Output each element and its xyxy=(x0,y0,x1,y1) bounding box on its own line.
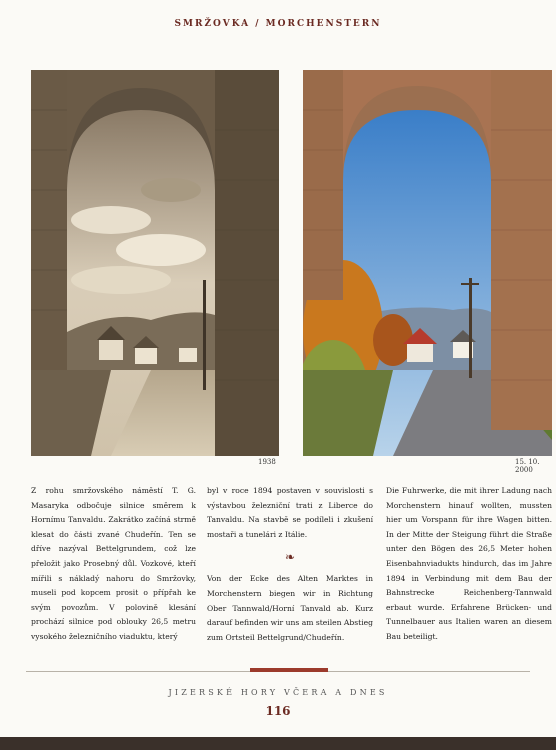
paragraph-czech: Z rohu smržovského náměstí T. G. Masaryka odbočuje silnice směrem k Hornímu Tanvaldu. Zakrátko začíná strmě klesat do části zvané Chudeřín. Ten se dříve nazýval Bettelgrundem, což lze přeložit jako Prosebný důl. Vozkové, kteří mířili s nákladý nahoru do Smržovky, museli pod kopcem prosit o přípřah ke svým povozům. V polovině klesání prochází silnice pod oblouky 26,5 metru vysokého železničního viaduktu, který xyxy=(31,486,196,641)
text-column-czech xyxy=(31,484,196,645)
color-viaduct-image xyxy=(303,70,552,456)
photo-2000 xyxy=(303,70,552,456)
ornament-divider: ❧ xyxy=(284,550,296,565)
footer-book-title: JIZERSKÉ HORY VČERA A DNES xyxy=(168,688,388,697)
text-column-middle xyxy=(207,484,373,645)
sepia-viaduct-image xyxy=(31,70,279,456)
text-column-german xyxy=(386,484,552,645)
page-number: 116 xyxy=(265,704,291,718)
photo-caption-right: 15. 10. 2000 xyxy=(515,458,540,474)
photo-caption-left: 1938 xyxy=(258,458,276,466)
paragraph-czech-continued: byl v roce 1894 postaven v souvislosti s výstavbou železniční trati z Liberce do Tanvaldu. Na stavbě se podíleli i zkušení mostaři a tunelári z Itálie. xyxy=(207,486,373,539)
paragraph-german: Von der Ecke des Alten Marktes in Morchenstern biegen wir in Richtung Ober Tannwald/Horní Tanvald ab. Kurz darauf befinden wir uns am steilen Abstieg zum Ortsteil Bettelgrund/Chudeřín. xyxy=(207,574,374,642)
footer-accent-bar xyxy=(250,668,328,672)
photo-1938 xyxy=(31,70,279,456)
page-bottom-edge xyxy=(0,737,556,750)
paragraph-german-continued: Die Fuhrwerke, die mit ihrer Ladung nach Morchenstern hinauf wollten, mussten hier um Vorspann für ihre Wagen bitten. In der Mitte der Steigung führt die Straße unter den Bögen des 26,5 Meter hohen Eisenbahnviadukts hindurch, das im Jahre 1894 in Verbindung mit dem Bau der Bahnstrecke Reichenberg-Tannwald erbaut wurde. Erfahrene Brücken- und Tunnelbauer aus Italien waren an diesem Bau beteiligt. xyxy=(386,486,552,641)
page-header-title: SMRŽOVKA / MORCHENSTERN xyxy=(174,19,382,29)
